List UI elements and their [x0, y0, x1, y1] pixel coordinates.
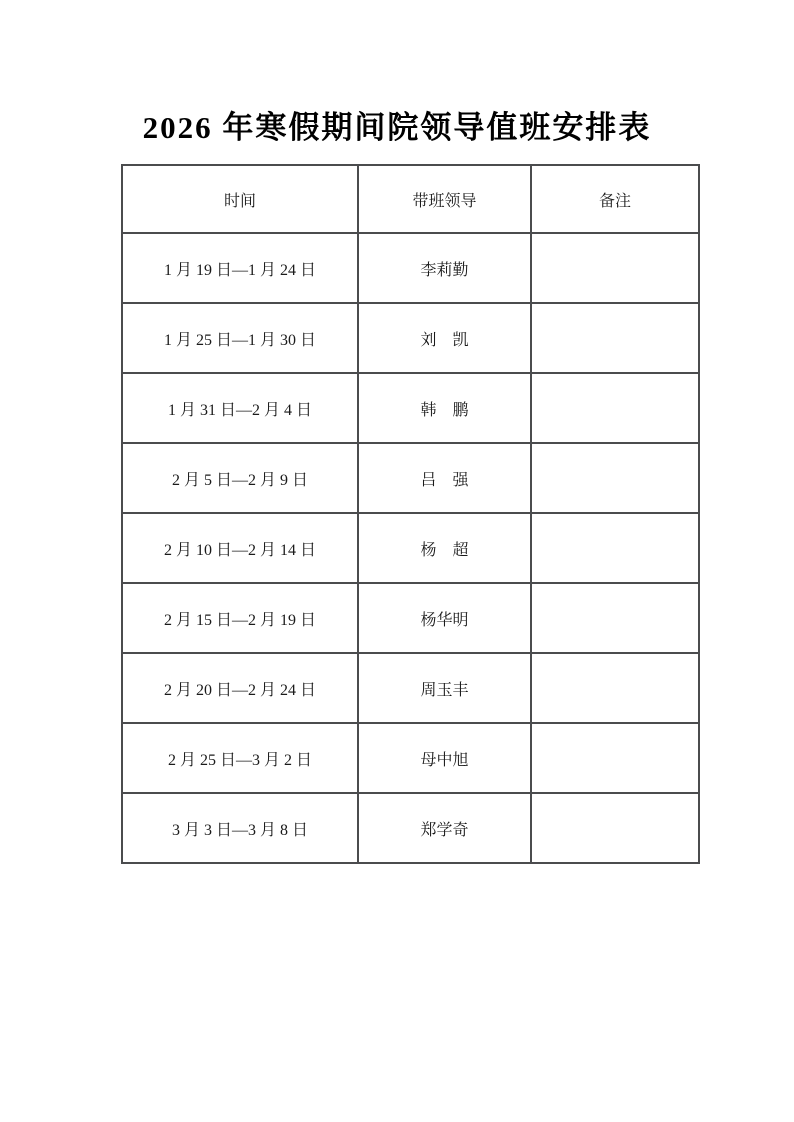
note-cell: [531, 793, 699, 863]
leader-cell: 母中旭: [358, 723, 531, 793]
note-cell: [531, 373, 699, 443]
leader-cell: 周玉丰: [358, 653, 531, 723]
table-row: [122, 373, 699, 443]
table-row: [122, 303, 699, 373]
table-row: [122, 723, 699, 793]
time-cell: 1 月 31 日—2 月 4 日: [122, 373, 358, 443]
leader-cell: 杨 超: [358, 513, 531, 583]
table-body: [122, 233, 699, 863]
note-cell: [531, 513, 699, 583]
note-cell: [531, 303, 699, 373]
time-cell: 2 月 25 日—3 月 2 日: [122, 723, 358, 793]
table-row: [122, 233, 699, 303]
column-header-note: 备注: [531, 165, 699, 233]
note-cell: [531, 233, 699, 303]
leader-cell: 郑学奇: [358, 793, 531, 863]
note-cell: [531, 653, 699, 723]
time-cell: 2 月 5 日—2 月 9 日: [122, 443, 358, 513]
leader-cell: 刘 凯: [358, 303, 531, 373]
note-cell: [531, 443, 699, 513]
duty-schedule-table: [121, 164, 700, 864]
table-header: [122, 165, 699, 233]
note-cell: [531, 723, 699, 793]
time-cell: 1 月 19 日—1 月 24 日: [122, 233, 358, 303]
table-row: [122, 653, 699, 723]
table-row: [122, 443, 699, 513]
note-cell: [531, 583, 699, 653]
leader-cell: 吕 强: [358, 443, 531, 513]
leader-cell: 杨华明: [358, 583, 531, 653]
header-row: [122, 165, 699, 233]
table-row: [122, 793, 699, 863]
table-row: [122, 513, 699, 583]
page-title: 2026 年寒假期间院领导值班安排表: [142, 110, 652, 145]
leader-cell: 韩 鹏: [358, 373, 531, 443]
time-cell: 2 月 20 日—2 月 24 日: [122, 653, 358, 723]
column-header-leader: 带班领导: [358, 165, 531, 233]
column-header-time: 时间: [122, 165, 358, 233]
table-row: [122, 583, 699, 653]
leader-cell: 李莉勤: [358, 233, 531, 303]
time-cell: 2 月 10 日—2 月 14 日: [122, 513, 358, 583]
time-cell: 3 月 3 日—3 月 8 日: [122, 793, 358, 863]
time-cell: 1 月 25 日—1 月 30 日: [122, 303, 358, 373]
time-cell: 2 月 15 日—2 月 19 日: [122, 583, 358, 653]
